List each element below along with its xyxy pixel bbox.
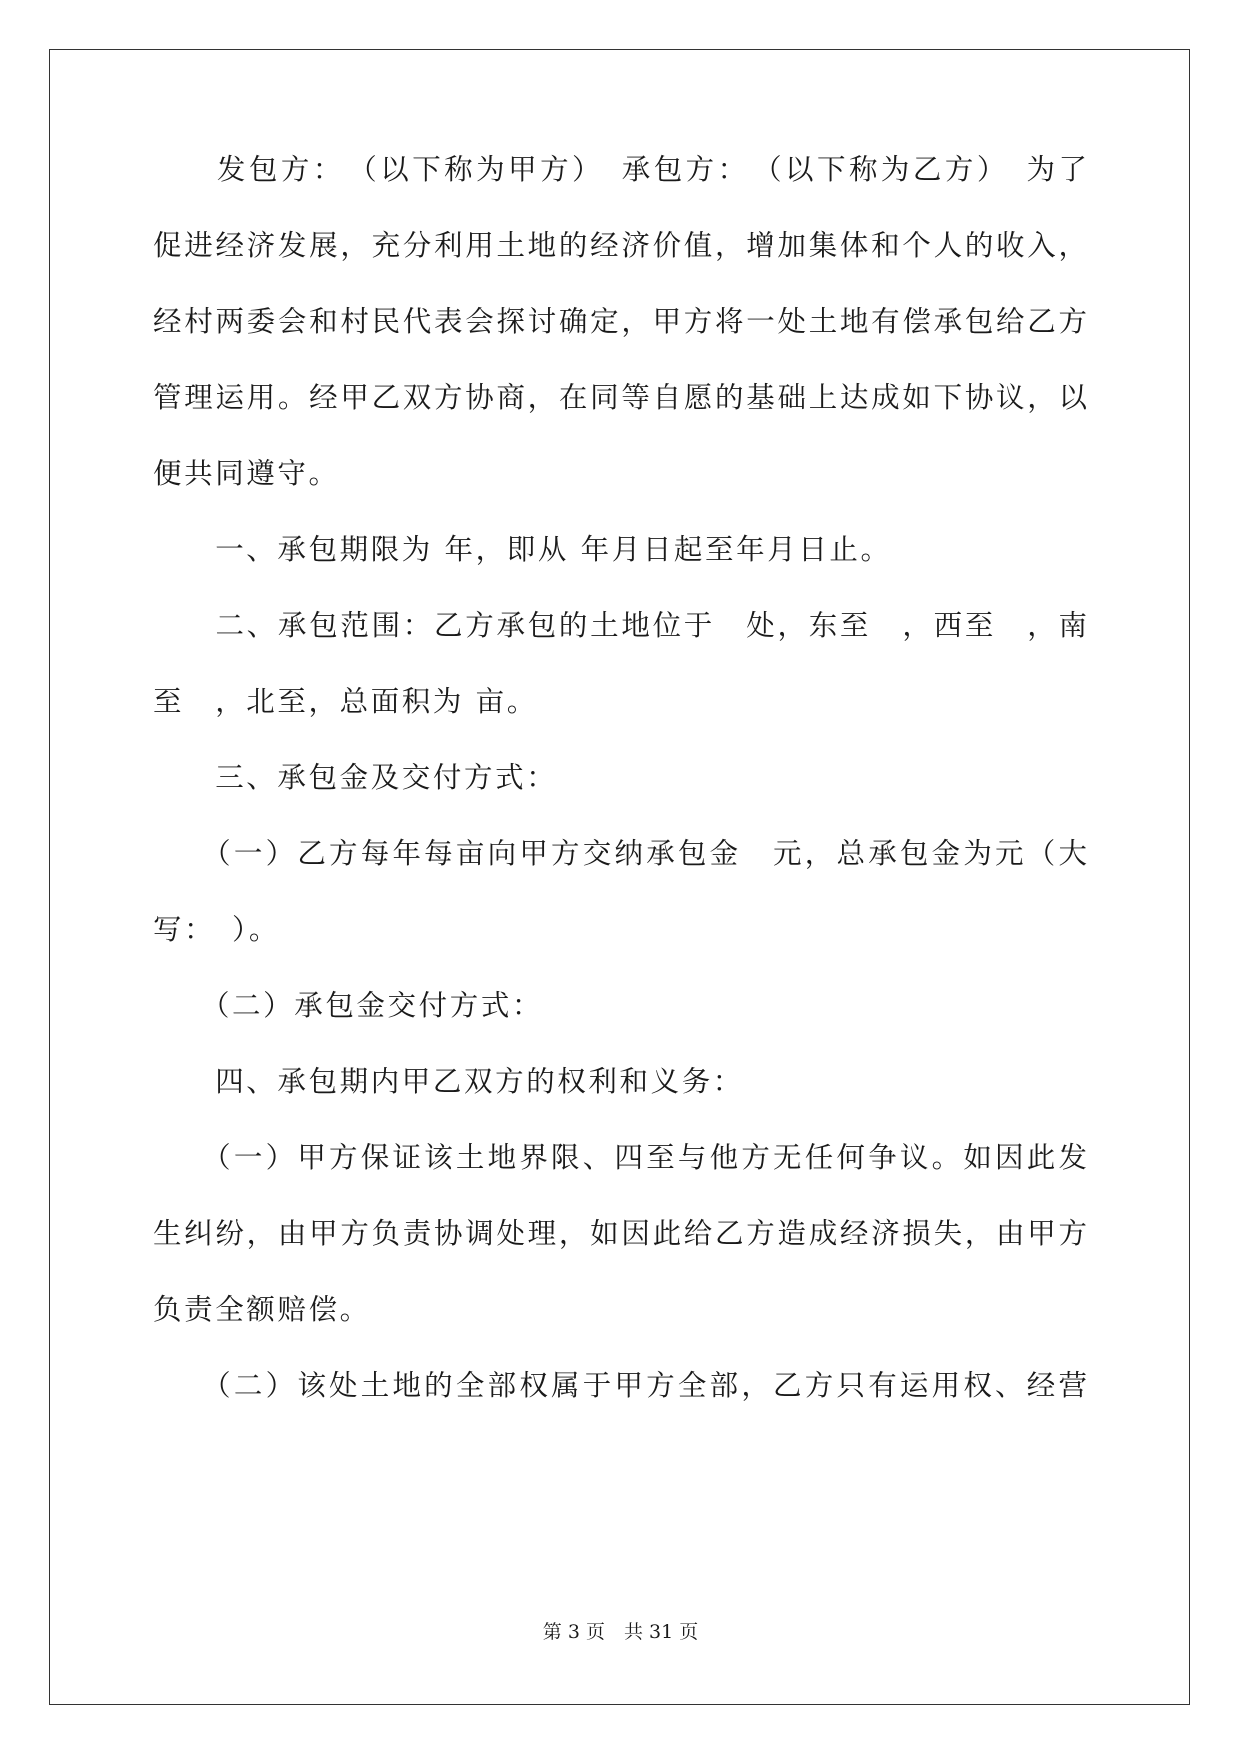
text-line: （一）甲方保证该土地界限、四至与他方无任何争议。如因此发 [153, 1141, 1087, 1174]
text-line: 二、承包范围：乙方承包的土地位于 处，东至 ，西至 ，南 [153, 609, 1087, 642]
page-number: 第 3 页 共 31 页 [542, 1621, 699, 1643]
text-line: （一）乙方每年每亩向甲方交纳承包金 元，总承包金为元（大 [153, 837, 1087, 870]
text-line: 至 ，北至，总面积为 亩。 [153, 685, 538, 718]
page-footer [0, 1619, 1241, 1645]
text-line: 生纠纷，由甲方负责协调处理，如因此给乙方造成经济损失，由甲方 [153, 1217, 1087, 1250]
text-line: 写： ）。 [153, 913, 281, 946]
text-line: 促进经济发展，充分利用土地的经济价值，增加集体和个人的收入， [153, 229, 1087, 262]
text-line: 四、承包期内甲乙双方的权利和义务： [153, 1065, 744, 1098]
text-line: 负责全额赔偿。 [153, 1293, 371, 1326]
text-line: 管理运用。经甲乙双方协商，在同等自愿的基础上达成如下协议，以 [153, 381, 1087, 414]
page-border [49, 49, 1190, 1705]
text-line: （二）该处土地的全部权属于甲方全部，乙方只有运用权、经营 [153, 1369, 1087, 1402]
text-line: 发包方： （以下称为甲方） 承包方： （以下称为乙方） 为了 [153, 153, 1087, 186]
text-line: 经村两委会和村民代表会探讨确定，甲方将一处土地有偿承包给乙方 [153, 305, 1087, 338]
text-line: 便共同遵守。 [153, 457, 340, 490]
text-line: （二）承包金交付方式： [153, 989, 544, 1022]
text-line: 三、承包金及交付方式： [153, 761, 558, 794]
text-line: 一、承包期限为 年，即从 年月日起至年月日止。 [153, 533, 892, 566]
